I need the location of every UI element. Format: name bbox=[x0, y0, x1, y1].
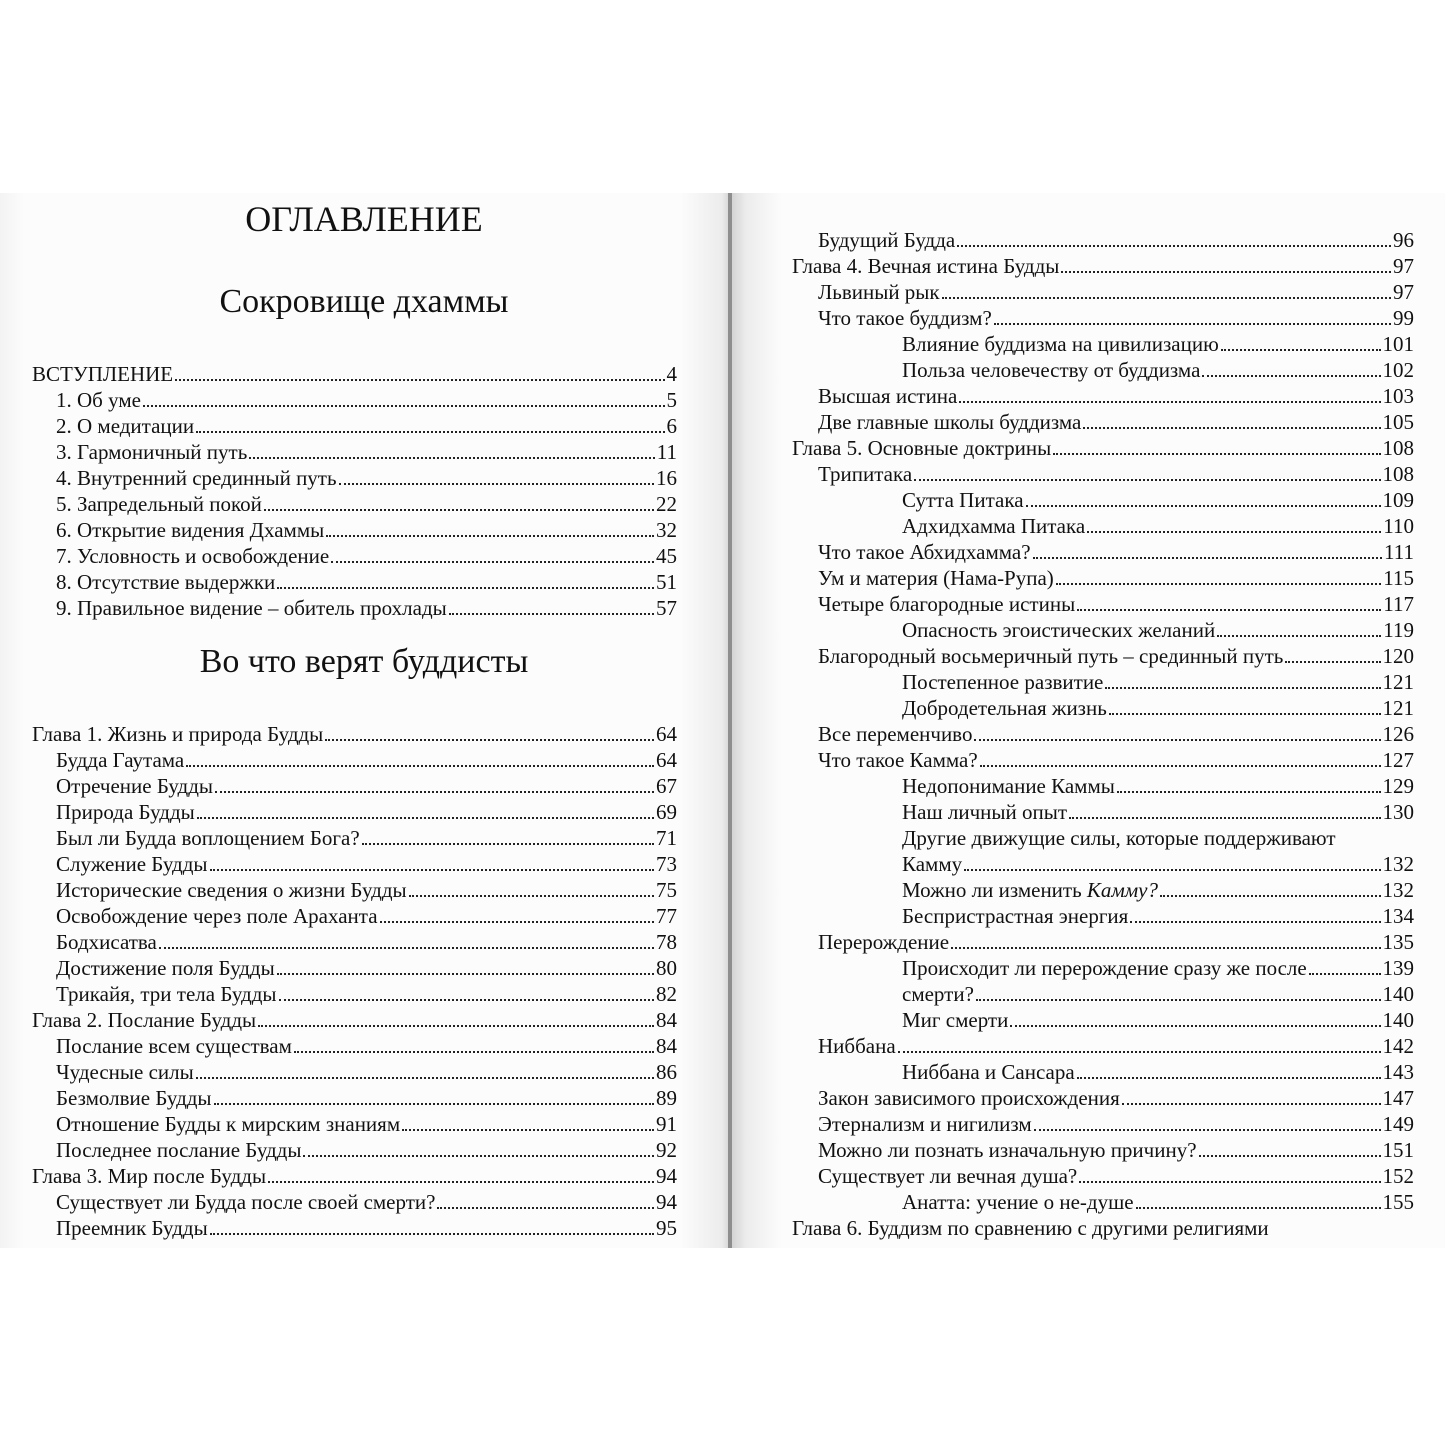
toc-entry: смерти? 140 bbox=[902, 982, 1414, 1006]
toc-entry: Закон зависимого происхождения 147 bbox=[818, 1086, 1414, 1110]
toc-entry: Что такое буддизм? 99 bbox=[818, 306, 1414, 330]
toc-entry: Адхидхамма Питака 110 bbox=[902, 514, 1414, 538]
toc-entry: Достижение поля Будды 80 bbox=[56, 956, 677, 980]
toc-entry: Ниббана и Сансара 143 bbox=[902, 1060, 1414, 1084]
toc-entry: Отречение Будды 67 bbox=[56, 774, 677, 798]
toc-entry: Что такое Камма? 127 bbox=[818, 748, 1414, 772]
toc-entry: Наш личный опыт 130 bbox=[902, 800, 1414, 824]
toc-entry: Трикайя, три тела Будды 82 bbox=[56, 982, 677, 1006]
toc-entry: Чудесные силы 86 bbox=[56, 1060, 677, 1084]
toc-entry: Львиный рык 97 bbox=[818, 280, 1414, 304]
toc-entry: 5. Запредельный покой 22 bbox=[56, 492, 677, 516]
toc-entry: Преемник Будды 95 bbox=[56, 1216, 677, 1240]
toc-entry: Другие движущие силы, которые поддерживают bbox=[902, 826, 1336, 850]
section-title-treasure: Сокровище дхаммы bbox=[219, 283, 509, 320]
toc-entry: Можно ли познать изначальную причину? 151 bbox=[818, 1138, 1414, 1162]
toc-entry: Отношение Будды к мирским знаниям 91 bbox=[56, 1112, 677, 1136]
toc-entry: Четыре благородные истины 117 bbox=[818, 592, 1414, 616]
book-spread bbox=[0, 193, 1445, 1248]
left-page bbox=[0, 193, 728, 1248]
toc-entry: 2. О медитации 6 bbox=[56, 414, 677, 438]
toc-entry: Добродетельная жизнь 121 bbox=[902, 696, 1414, 720]
toc-entry: Послание всем существам 84 bbox=[56, 1034, 677, 1058]
toc-entry: 7. Условность и освобождение 45 bbox=[56, 544, 677, 568]
toc-entry: Польза человечеству от буддизма 102 bbox=[902, 358, 1414, 382]
toc-entry: Существует ли Будда после своей смерти? 94 bbox=[56, 1190, 677, 1214]
toc-entry: 6. Открытие видения Дхаммы 32 bbox=[56, 518, 677, 542]
toc-entry: Был ли Будда воплощением Бога? 71 bbox=[56, 826, 677, 850]
toc-entry: ВСТУПЛЕНИЕ 4 bbox=[32, 362, 677, 386]
toc-entry: Сутта Питака 109 bbox=[902, 488, 1414, 512]
toc-entry: Трипитака 108 bbox=[818, 462, 1414, 486]
toc-entry: Безмолвие Будды 89 bbox=[56, 1086, 677, 1110]
section-title-beliefs: Во что верят буддисты bbox=[199, 643, 529, 680]
toc-entry: 3. Гармоничный путь 11 bbox=[56, 440, 677, 464]
toc-entry: Недопонимание Каммы 129 bbox=[902, 774, 1414, 798]
toc-entry: Ум и материя (Нама-Рупа) 115 bbox=[818, 566, 1414, 590]
toc-entry: Исторические сведения о жизни Будды 75 bbox=[56, 878, 677, 902]
toc-entry: Этернализм и нигилизм 149 bbox=[818, 1112, 1414, 1136]
toc-entry: Глава 1. Жизнь и природа Будды 64 bbox=[32, 722, 677, 746]
toc-entry: 4. Внутренний срединный путь 16 bbox=[56, 466, 677, 490]
toc-list-right bbox=[792, 227, 1414, 1241]
toc-entry: Влияние буддизма на цивилизацию 101 bbox=[902, 332, 1414, 356]
toc-entry: Будда Гаутама 64 bbox=[56, 748, 677, 772]
toc-entry: Две главные школы буддизма 105 bbox=[818, 410, 1414, 434]
toc-entry: Миг смерти 140 bbox=[902, 1008, 1414, 1032]
toc-entry: Будущий Будда 96 bbox=[818, 228, 1414, 252]
toc-title: ОГЛАВЛЕНИЕ bbox=[245, 199, 483, 239]
toc-entry: 1. Об уме 5 bbox=[56, 388, 677, 412]
toc-entry: Глава 3. Мир после Будды 94 bbox=[32, 1164, 677, 1188]
toc-entry: Анатта: учение о не-душе 155 bbox=[902, 1190, 1414, 1214]
toc-entry: Глава 5. Основные доктрины 108 bbox=[792, 436, 1414, 460]
toc-entry: Благородный восьмеричный путь – срединный путь 120 bbox=[818, 644, 1414, 668]
toc-entry: Что такое Абхидхамма? 111 bbox=[818, 540, 1414, 564]
toc-entry: Можно ли изменить Камму? 132 bbox=[902, 878, 1414, 902]
toc-entry: Высшая истина 103 bbox=[818, 384, 1414, 408]
toc-list-section2 bbox=[32, 721, 677, 1241]
toc-entry: Происходит ли перерождение сразу же после 139 bbox=[902, 956, 1414, 980]
toc-entry: Освобождение через поле Араханта 77 bbox=[56, 904, 677, 928]
toc-entry: Опасность эгоистических желаний 119 bbox=[902, 618, 1414, 642]
toc-entry: Бодхисатва 78 bbox=[56, 930, 677, 954]
toc-entry: Последнее послание Будды 92 bbox=[56, 1138, 677, 1162]
toc-entry: Глава 2. Послание Будды 84 bbox=[32, 1008, 677, 1032]
toc-list-section1 bbox=[32, 361, 677, 621]
toc-entry: Служение Будды 73 bbox=[56, 852, 677, 876]
toc-entry: Существует ли вечная душа? 152 bbox=[818, 1164, 1414, 1188]
toc-entry: Перерождение 135 bbox=[818, 930, 1414, 954]
toc-entry: Ниббана 142 bbox=[818, 1034, 1414, 1058]
toc-entry: Беспристрастная энергия 134 bbox=[902, 904, 1414, 928]
toc-entry: Все переменчиво 126 bbox=[818, 722, 1414, 746]
toc-entry: Природа Будды 69 bbox=[56, 800, 677, 824]
toc-entry: 8. Отсутствие выдержки 51 bbox=[56, 570, 677, 594]
toc-entry: Постепенное развитие 121 bbox=[902, 670, 1414, 694]
toc-entry: Камму 132 bbox=[902, 852, 1414, 876]
toc-entry: Глава 4. Вечная истина Будды 97 bbox=[792, 254, 1414, 278]
toc-entry: 9. Правильное видение – обитель прохлады 57 bbox=[56, 596, 677, 620]
toc-entry: Глава 6. Буддизм по сравнению с другими религиями bbox=[792, 1216, 1269, 1240]
